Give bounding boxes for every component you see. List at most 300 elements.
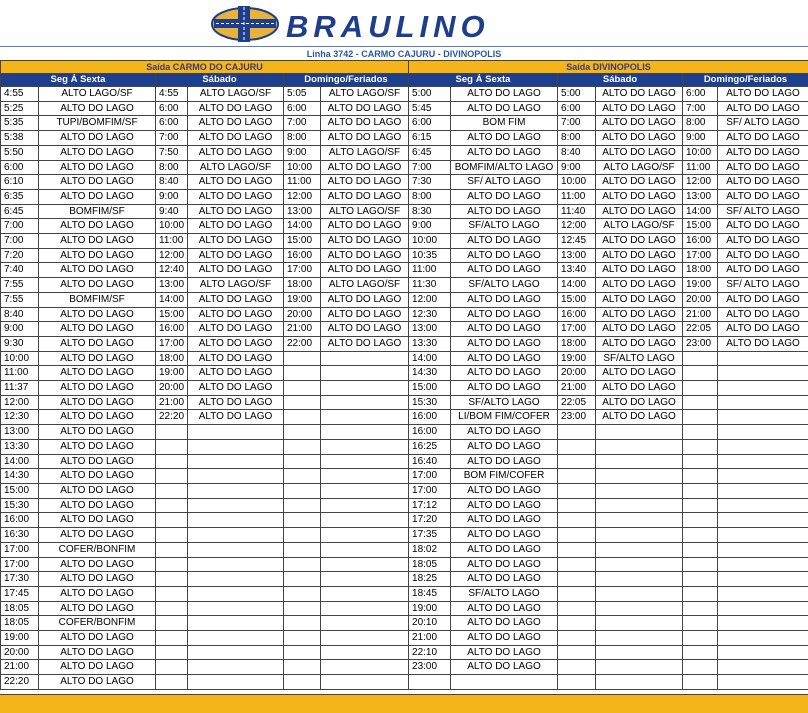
departure-time: 14:00 <box>683 204 718 219</box>
departure-time: 11:00 <box>156 234 188 249</box>
route-destination: ALTO DO LAGO <box>596 189 683 204</box>
departure-time: 5:50 <box>1 145 39 160</box>
route-destination: ALTO DO LAGO <box>39 483 156 498</box>
departure-time: 16:00 <box>409 410 451 425</box>
route-destination <box>718 395 808 410</box>
table-row <box>1 381 808 396</box>
departure-time: 18:05 <box>409 557 451 572</box>
departure-time: 17:45 <box>1 586 39 601</box>
departure-time: 4:55 <box>1 87 39 102</box>
route-destination: ALTO DO LAGO <box>596 175 683 190</box>
route-destination <box>188 616 284 631</box>
departure-time: 7:55 <box>1 278 39 293</box>
departure-time: 15:00 <box>156 307 188 322</box>
departure-time: 20:00 <box>156 381 188 396</box>
route-destination <box>596 660 683 675</box>
route-destination <box>188 483 284 498</box>
departure-time: 18:45 <box>409 586 451 601</box>
departure-time <box>156 483 188 498</box>
route-destination <box>188 469 284 484</box>
departure-time <box>156 454 188 469</box>
departure-time: 6:00 <box>284 101 321 116</box>
departure-time: 8:40 <box>1 307 39 322</box>
route-destination: ALTO DO LAGO <box>188 145 284 160</box>
route-destination <box>596 425 683 440</box>
departure-time: 22:05 <box>683 322 718 337</box>
table-row <box>1 131 808 146</box>
route-destination: ALTO DO LAGO <box>451 292 558 307</box>
departure-time <box>558 542 596 557</box>
departure-time: 21:00 <box>284 322 321 337</box>
departure-time: 12:00 <box>558 219 596 234</box>
route-destination <box>188 645 284 660</box>
departure-time: 12:00 <box>683 175 718 190</box>
route-destination: ALTO DO LAGO <box>188 351 284 366</box>
departure-time <box>284 513 321 528</box>
departure-time <box>558 675 596 690</box>
route-destination: ALTO DO LAGO <box>596 87 683 102</box>
route-destination: ALTO DO LAGO <box>39 381 156 396</box>
departure-time <box>156 513 188 528</box>
table-row <box>1 660 808 675</box>
departure-time: 7:30 <box>409 175 451 190</box>
departure-time: 11:00 <box>284 175 321 190</box>
departure-time: 11:00 <box>683 160 718 175</box>
table-row <box>1 439 808 454</box>
route-destination: ALTO DO LAGO <box>596 101 683 116</box>
departure-time <box>683 410 718 425</box>
route-destination: ALTO DO LAGO <box>39 395 156 410</box>
departure-time: 19:00 <box>558 351 596 366</box>
departure-time: 15:30 <box>1 498 39 513</box>
table-row <box>1 601 808 616</box>
route-destination: ALTO DO LAGO <box>188 189 284 204</box>
route-destination: ALTO DO LAGO <box>39 425 156 440</box>
day-header: Seg Á Sexta <box>1 74 156 87</box>
departure-time <box>284 586 321 601</box>
departure-time <box>558 439 596 454</box>
route-destination: SF/ ALTO LAGO <box>718 116 808 131</box>
route-destination <box>596 675 683 690</box>
departure-time <box>156 675 188 690</box>
route-destination <box>596 483 683 498</box>
departure-time: 11:40 <box>558 204 596 219</box>
route-destination: ALTO DO LAGO <box>321 189 409 204</box>
route-destination: ALTO DO LAGO <box>596 204 683 219</box>
route-destination: ALTO DO LAGO <box>596 381 683 396</box>
departure-time <box>284 381 321 396</box>
departure-time <box>558 616 596 631</box>
departure-time: 6:45 <box>409 145 451 160</box>
departure-time: 20:00 <box>1 645 39 660</box>
departure-time: 16:25 <box>409 439 451 454</box>
route-destination <box>321 572 409 587</box>
departure-time <box>156 660 188 675</box>
route-destination: ALTO DO LAGO <box>188 204 284 219</box>
departure-time: 21:00 <box>1 660 39 675</box>
departure-time: 8:00 <box>156 160 188 175</box>
departure-time: 10:00 <box>156 219 188 234</box>
departure-time <box>156 425 188 440</box>
departure-time <box>558 631 596 646</box>
departure-time <box>284 660 321 675</box>
route-destination <box>718 381 808 396</box>
route-destination: ALTO DO LAGO <box>39 145 156 160</box>
route-destination: ALTO LAGO/SF <box>321 204 409 219</box>
departure-time: 7:00 <box>409 160 451 175</box>
departure-time <box>558 557 596 572</box>
route-destination: ALTO DO LAGO <box>451 322 558 337</box>
route-destination: ALTO DO LAGO <box>596 410 683 425</box>
departure-time: 12:00 <box>156 248 188 263</box>
departure-time: 8:40 <box>558 145 596 160</box>
departure-time: 18:05 <box>1 601 39 616</box>
departure-time: 6:00 <box>683 87 718 102</box>
departure-time: 4:55 <box>156 87 188 102</box>
departure-time <box>558 498 596 513</box>
departure-time: 10:00 <box>409 234 451 249</box>
footer-bar <box>0 694 808 713</box>
departure-time: 9:00 <box>284 145 321 160</box>
route-destination: ALTO DO LAGO <box>321 248 409 263</box>
departure-time <box>683 395 718 410</box>
departure-time: 17:00 <box>558 322 596 337</box>
route-destination <box>718 616 808 631</box>
departure-time <box>156 498 188 513</box>
route-destination: ALTO DO LAGO <box>718 175 808 190</box>
departure-time <box>284 542 321 557</box>
day-header: Domingo/Feriados <box>284 74 409 87</box>
route-destination: ALTO DO LAGO <box>451 498 558 513</box>
departure-time: 5:35 <box>1 116 39 131</box>
departure-time <box>156 542 188 557</box>
route-destination: ALTO DO LAGO <box>321 219 409 234</box>
day-header: Seg Á Sexta <box>409 74 558 87</box>
table-row <box>1 366 808 381</box>
route-destination: ALTO DO LAGO <box>451 439 558 454</box>
departure-time: 15:00 <box>1 483 39 498</box>
table-row <box>1 631 808 646</box>
departure-time: 9:00 <box>156 189 188 204</box>
departure-time <box>683 439 718 454</box>
departure-time: 5:25 <box>1 101 39 116</box>
day-header: Domingo/Feriados <box>683 74 808 87</box>
departure-time: 16:30 <box>1 528 39 543</box>
departure-time <box>156 469 188 484</box>
departure-time <box>683 542 718 557</box>
departure-time: 21:00 <box>683 307 718 322</box>
route-destination <box>321 454 409 469</box>
route-destination: ALTO DO LAGO <box>451 572 558 587</box>
departure-time: 17:00 <box>409 469 451 484</box>
departure-time: 19:00 <box>1 631 39 646</box>
departure-time <box>284 616 321 631</box>
route-destination <box>718 542 808 557</box>
route-destination: ALTO DO LAGO <box>451 454 558 469</box>
route-destination: ALTO DO LAGO <box>451 351 558 366</box>
route-destination <box>321 528 409 543</box>
route-destination: SF/ALTO LAGO <box>451 395 558 410</box>
departure-time <box>284 483 321 498</box>
route-destination: ALTO DO LAGO <box>718 145 808 160</box>
route-destination <box>596 557 683 572</box>
departure-time <box>683 469 718 484</box>
departure-time: 15:00 <box>409 381 451 396</box>
route-destination: ALTO DO LAGO <box>39 601 156 616</box>
departure-time: 16:00 <box>558 307 596 322</box>
route-destination: BOM FIM/COFER <box>451 469 558 484</box>
departure-time: 13:00 <box>558 248 596 263</box>
route-destination: ALTO LAGO/SF <box>596 219 683 234</box>
route-destination <box>321 675 409 690</box>
route-destination <box>321 513 409 528</box>
departure-time: 6:00 <box>409 116 451 131</box>
route-destination: ALTO DO LAGO <box>451 483 558 498</box>
departure-time <box>409 675 451 690</box>
departure-time: 9:40 <box>156 204 188 219</box>
departure-time: 13:00 <box>1 425 39 440</box>
route-destination: ALTO DO LAGO <box>188 307 284 322</box>
departure-time <box>683 381 718 396</box>
departure-time: 14:00 <box>409 351 451 366</box>
departure-time <box>683 483 718 498</box>
route-destination: ALTO LAGO/SF <box>188 87 284 102</box>
departure-time: 5:38 <box>1 131 39 146</box>
table-row <box>1 425 808 440</box>
route-destination <box>596 469 683 484</box>
route-destination: ALTO DO LAGO <box>188 248 284 263</box>
departure-time <box>683 366 718 381</box>
departure-time: 6:00 <box>1 160 39 175</box>
route-destination <box>321 483 409 498</box>
route-destination: ALTO DO LAGO <box>188 234 284 249</box>
route-destination <box>321 557 409 572</box>
route-destination <box>321 498 409 513</box>
day-header: Sábado <box>156 74 284 87</box>
route-destination: COFER/BONFIM <box>39 616 156 631</box>
departure-time: 17:00 <box>156 336 188 351</box>
route-destination <box>718 601 808 616</box>
route-destination: ALTO DO LAGO <box>39 189 156 204</box>
route-destination: ALTO DO LAGO <box>451 425 558 440</box>
day-header: Sábado <box>558 74 683 87</box>
route-destination: ALTO DO LAGO <box>39 248 156 263</box>
route-destination: ALTO DO LAGO <box>596 322 683 337</box>
route-destination: ALTO DO LAGO <box>451 601 558 616</box>
departure-time: 21:00 <box>409 631 451 646</box>
route-destination: ALTO DO LAGO <box>596 366 683 381</box>
route-destination: ALTO DO LAGO <box>39 645 156 660</box>
route-destination: BOMFIM/ALTO LAGO <box>451 160 558 175</box>
route-destination: ALTO DO LAGO <box>718 87 808 102</box>
departure-time: 18:00 <box>683 263 718 278</box>
route-destination: ALTO DO LAGO <box>321 160 409 175</box>
departure-time <box>683 601 718 616</box>
departure-time: 20:00 <box>683 292 718 307</box>
departure-time <box>683 528 718 543</box>
departure-time: 7:00 <box>284 116 321 131</box>
departure-time: 18:00 <box>284 278 321 293</box>
departure-time: 8:00 <box>284 131 321 146</box>
departure-time <box>284 439 321 454</box>
route-destination: ALTO DO LAGO <box>39 660 156 675</box>
route-destination: SF/ALTO LAGO <box>451 219 558 234</box>
route-destination <box>321 410 409 425</box>
route-destination: ALTO DO LAGO <box>39 586 156 601</box>
route-destination: BOMFIM/SF <box>39 204 156 219</box>
route-destination <box>718 645 808 660</box>
departure-time: 23:00 <box>409 660 451 675</box>
route-destination <box>596 498 683 513</box>
departure-time: 16:40 <box>409 454 451 469</box>
departure-time <box>284 366 321 381</box>
departure-time: 5:45 <box>409 101 451 116</box>
departure-time: 9:00 <box>558 160 596 175</box>
route-destination: ALTO DO LAGO <box>321 101 409 116</box>
route-destination <box>321 601 409 616</box>
route-destination: ALTO DO LAGO <box>451 336 558 351</box>
route-destination: ALTO DO LAGO <box>39 307 156 322</box>
route-destination <box>321 631 409 646</box>
table-row <box>1 234 808 249</box>
departure-time: 7:00 <box>156 131 188 146</box>
table-row <box>1 160 808 175</box>
departure-time: 13:30 <box>409 336 451 351</box>
route-destination: ALTO DO LAGO <box>718 189 808 204</box>
departure-time <box>558 425 596 440</box>
departure-time <box>284 631 321 646</box>
route-destination <box>321 542 409 557</box>
route-destination: ALTO DO LAGO <box>188 116 284 131</box>
route-destination: ALTO DO LAGO <box>451 542 558 557</box>
route-destination: ALTO DO LAGO <box>451 307 558 322</box>
departure-time <box>683 557 718 572</box>
departure-time <box>156 586 188 601</box>
table-row <box>1 204 808 219</box>
route-destination: ALTO DO LAGO <box>718 219 808 234</box>
departure-time <box>558 528 596 543</box>
route-destination: ALTO DO LAGO <box>596 395 683 410</box>
route-destination: ALTO DO LAGO <box>451 557 558 572</box>
departure-time: 11:00 <box>409 263 451 278</box>
route-destination <box>188 557 284 572</box>
route-destination <box>718 439 808 454</box>
route-destination: ALTO DO LAGO <box>39 219 156 234</box>
route-destination <box>718 483 808 498</box>
route-destination: SF/ ALTO LAGO <box>718 278 808 293</box>
schedule-table <box>0 60 808 690</box>
departure-time: 8:00 <box>683 116 718 131</box>
departure-time: 16:00 <box>683 234 718 249</box>
route-destination <box>718 572 808 587</box>
route-destination: ALTO DO LAGO <box>321 175 409 190</box>
departure-time <box>284 469 321 484</box>
route-destination <box>188 513 284 528</box>
departure-time <box>284 425 321 440</box>
departure-time: 16:00 <box>284 248 321 263</box>
route-destination: ALTO DO LAGO <box>39 439 156 454</box>
route-destination <box>321 395 409 410</box>
departure-time: 23:00 <box>558 410 596 425</box>
route-destination: ALTO DO LAGO <box>39 631 156 646</box>
route-destination: SF/ ALTO LAGO <box>451 175 558 190</box>
route-destination <box>188 425 284 440</box>
departure-time: 10:00 <box>558 175 596 190</box>
table-row <box>1 87 808 102</box>
departure-time: 8:40 <box>156 175 188 190</box>
departure-time: 15:30 <box>409 395 451 410</box>
departure-time: 5:05 <box>284 87 321 102</box>
departure-time: 17:12 <box>409 498 451 513</box>
day-header-row <box>1 74 808 87</box>
departure-time: 8:30 <box>409 204 451 219</box>
route-destination: ALTO DO LAGO <box>39 469 156 484</box>
departure-time: 12:00 <box>1 395 39 410</box>
table-row <box>1 483 808 498</box>
route-destination <box>188 498 284 513</box>
route-destination: ALTO DO LAGO <box>718 307 808 322</box>
table-row <box>1 145 808 160</box>
route-destination: ALTO DO LAGO <box>451 513 558 528</box>
departure-time: 21:00 <box>156 395 188 410</box>
route-destination: ALTO DO LAGO <box>451 263 558 278</box>
departure-time: 13:00 <box>409 322 451 337</box>
route-destination: ALTO DO LAGO <box>451 131 558 146</box>
departure-time: 21:00 <box>558 381 596 396</box>
departure-time <box>683 586 718 601</box>
route-destination <box>321 586 409 601</box>
route-destination: ALTO DO LAGO <box>321 292 409 307</box>
route-destination: ALTO DO LAGO <box>451 234 558 249</box>
route-destination <box>188 601 284 616</box>
route-destination: SF/ALTO LAGO <box>451 278 558 293</box>
route-destination: ALTO DO LAGO <box>596 263 683 278</box>
table-row <box>1 336 808 351</box>
route-destination: ALTO DO LAGO <box>39 675 156 690</box>
departure-time <box>284 528 321 543</box>
departure-time <box>156 616 188 631</box>
table-row <box>1 351 808 366</box>
route-destination: ALTO LAGO/SF <box>188 278 284 293</box>
route-destination: ALTO DO LAGO <box>451 101 558 116</box>
route-destination: ALTO DO LAGO <box>39 131 156 146</box>
route-destination: ALTO DO LAGO <box>596 116 683 131</box>
route-destination <box>718 425 808 440</box>
departure-time: 17:00 <box>409 483 451 498</box>
departure-time: 17:20 <box>409 513 451 528</box>
departure-time: 6:15 <box>409 131 451 146</box>
route-destination: ALTO LAGO/SF <box>321 87 409 102</box>
departure-time <box>558 513 596 528</box>
departure-time: 17:30 <box>1 572 39 587</box>
departure-time <box>683 572 718 587</box>
route-destination <box>718 557 808 572</box>
departure-time: 18:00 <box>558 336 596 351</box>
departure-time: 14:00 <box>1 454 39 469</box>
route-destination: ALTO DO LAGO <box>718 322 808 337</box>
departure-time <box>558 483 596 498</box>
departure-time: 7:00 <box>558 116 596 131</box>
route-destination: SF/ALTO LAGO <box>596 351 683 366</box>
route-destination <box>321 616 409 631</box>
departure-time <box>558 572 596 587</box>
departure-time: 5:00 <box>409 87 451 102</box>
departure-time: 8:00 <box>409 189 451 204</box>
departure-time <box>683 660 718 675</box>
route-destination: ALTO DO LAGO <box>596 131 683 146</box>
departure-time: 20:00 <box>284 307 321 322</box>
table-row <box>1 469 808 484</box>
